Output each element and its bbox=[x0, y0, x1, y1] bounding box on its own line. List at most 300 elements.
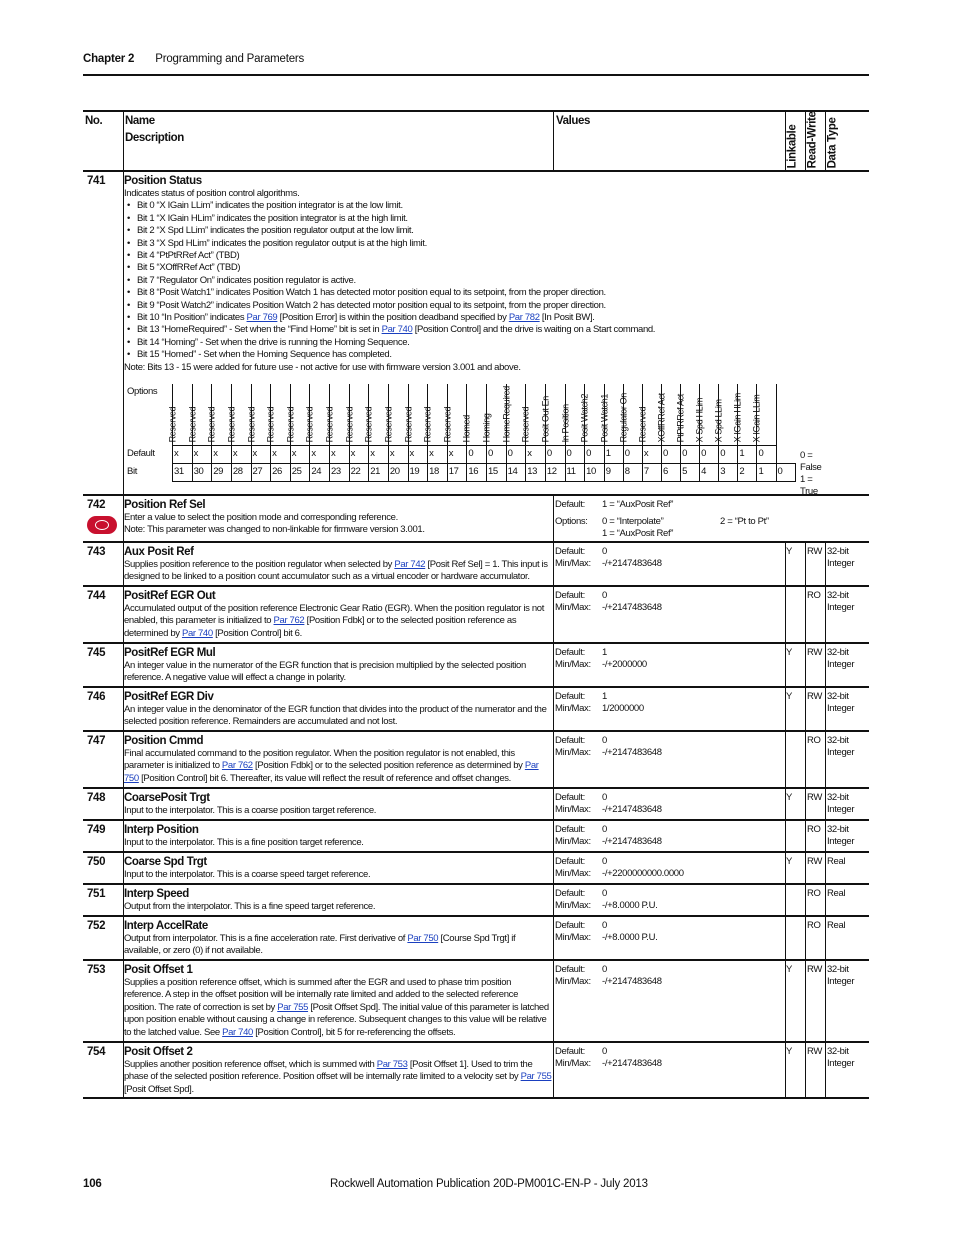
col-divider bbox=[825, 821, 826, 851]
bit-number-cell: 27 bbox=[251, 464, 271, 482]
par-link[interactable]: Par 762 bbox=[273, 615, 305, 627]
parameter-table bbox=[83, 110, 869, 1099]
par-link[interactable]: Par 742 bbox=[394, 559, 426, 570]
bit-number-cell: 21 bbox=[369, 464, 389, 482]
bit-item bbox=[137, 324, 784, 336]
param-number: 753 bbox=[87, 964, 106, 976]
options-label: Options: bbox=[555, 516, 588, 527]
col-divider bbox=[553, 587, 554, 642]
param-description bbox=[124, 920, 552, 958]
description-text: Enter a value to select the position mode and corresponding reference. bbox=[124, 512, 398, 523]
param-number: 749 bbox=[87, 824, 106, 836]
option-name: Reserved bbox=[304, 406, 315, 442]
col-divider bbox=[785, 885, 786, 915]
param-row-754 bbox=[83, 1043, 869, 1099]
col-divider bbox=[553, 688, 554, 730]
default-value: 1 = “AuxPosit Ref” bbox=[602, 499, 674, 510]
param-name: Position Status bbox=[124, 175, 202, 187]
par-link[interactable]: Par 750 bbox=[407, 933, 439, 944]
default-cell: x bbox=[447, 446, 467, 464]
default-label: Default: bbox=[555, 856, 585, 867]
col-divider bbox=[805, 917, 806, 959]
minmax-label: Min/Max: bbox=[555, 836, 591, 847]
bit-grid bbox=[167, 384, 796, 482]
option-name: Homing bbox=[481, 413, 492, 442]
option-1: 1 = “AuxPosit Ref” bbox=[602, 528, 674, 539]
minmax-label: Min/Max: bbox=[555, 868, 591, 879]
bit-label: Bit bbox=[127, 466, 138, 477]
col-divider bbox=[825, 961, 826, 1041]
option-name: XOffRRef Act bbox=[656, 392, 667, 442]
col-divider bbox=[553, 917, 554, 959]
col-read-write: Read-Write bbox=[806, 111, 819, 168]
data-type-value: 32-bit Integer bbox=[827, 792, 855, 816]
col-divider bbox=[553, 644, 554, 686]
par-link[interactable]: Par 750 bbox=[124, 760, 539, 784]
bit-number-cell: 11 bbox=[565, 464, 585, 482]
bit-options-table bbox=[124, 384, 822, 497]
description-text bbox=[124, 748, 552, 785]
default-cell: 1 bbox=[604, 446, 623, 464]
option-name-cell bbox=[752, 384, 776, 446]
param-name: Interp Position bbox=[124, 824, 199, 836]
param-description bbox=[124, 735, 552, 785]
text: [Position Control] bit 6. Thereafter, its value will reflect the result of reference and offset changes. bbox=[138, 772, 511, 784]
text: [Posit Offset Spd]. bbox=[124, 1083, 194, 1095]
default-cell: 1 bbox=[738, 446, 757, 464]
read-write-value: RO bbox=[807, 920, 821, 931]
minmax-value: -/+2147483648 bbox=[602, 1058, 662, 1069]
col-divider bbox=[825, 789, 826, 819]
default-cell: x bbox=[526, 446, 546, 464]
text: Bit 10 “In Position” indicates bbox=[137, 312, 247, 324]
minmax-value: -/+8.0000 P.U. bbox=[602, 932, 658, 943]
default-label: Default: bbox=[555, 590, 585, 601]
linkable-value: Y bbox=[786, 792, 792, 803]
text: Supplies another position reference offset, which is summed with bbox=[124, 1059, 377, 1070]
legend-false: 0 = False bbox=[800, 450, 822, 473]
param-description bbox=[124, 546, 552, 584]
param-name: Posit Offset 2 bbox=[124, 1046, 193, 1058]
param-number: 752 bbox=[87, 920, 106, 932]
option-name: X IGain HLim bbox=[732, 392, 743, 442]
note-text: Note: Bits 13 - 15 were added for future use - not active for use with firmware version 3.001 and above. bbox=[124, 361, 521, 373]
text: [Posit Offset 1]. Used to trim the phase of the selected position reference. Position offset will be internally rate limited to a velocity set by bbox=[124, 1059, 533, 1083]
default-cell: x bbox=[349, 446, 369, 464]
default-value: 0 bbox=[602, 888, 607, 899]
param-description bbox=[124, 647, 552, 685]
param-row-743 bbox=[83, 543, 869, 587]
minmax-value: -/+8.0000 P.U. bbox=[602, 900, 658, 911]
default-cell: 0 bbox=[757, 446, 776, 464]
par-link[interactable]: Par 753 bbox=[376, 1059, 408, 1070]
default-label: Default: bbox=[555, 1046, 585, 1057]
bit-number-cell: 19 bbox=[408, 464, 428, 482]
warning-badge-icon bbox=[87, 516, 117, 534]
param-name: Position Cmmd bbox=[124, 735, 204, 747]
description-text: Input to the interpolator. This is a fine position target reference. bbox=[124, 837, 364, 848]
minmax-value: -/+2147483648 bbox=[602, 558, 662, 569]
param-description bbox=[124, 1046, 552, 1096]
col-divider bbox=[553, 732, 554, 787]
default-value: 0 bbox=[602, 792, 607, 803]
read-write-value: RW bbox=[807, 691, 822, 702]
param-name: PositRef EGR Out bbox=[124, 590, 216, 602]
bit-list bbox=[124, 200, 784, 361]
par-link[interactable]: Par 755 bbox=[277, 1001, 309, 1013]
param-number: 751 bbox=[87, 888, 106, 900]
description-text: Indicates status of position control algorithms. bbox=[124, 188, 300, 199]
option-name: Reserved bbox=[383, 406, 394, 442]
option-name: In Position bbox=[560, 403, 571, 442]
default-cell: x bbox=[642, 446, 661, 464]
col-divider bbox=[805, 688, 806, 730]
param-row-751 bbox=[83, 885, 869, 917]
param-row-741 bbox=[83, 172, 869, 496]
option-name: Posit Watch1 bbox=[599, 393, 610, 442]
col-divider bbox=[553, 496, 554, 541]
read-write-value: RW bbox=[807, 546, 822, 557]
read-write-value: RO bbox=[807, 735, 821, 746]
col-divider bbox=[825, 1043, 826, 1097]
default-label: Default: bbox=[555, 964, 585, 975]
param-row-746 bbox=[83, 688, 869, 732]
default-cell: 0 bbox=[719, 446, 738, 464]
bit-number-cell: 31 bbox=[173, 464, 193, 482]
defaults-row bbox=[173, 446, 796, 464]
col-data-type: Data Type bbox=[826, 117, 839, 168]
col-divider bbox=[805, 885, 806, 915]
bit-number-cell: 13 bbox=[526, 464, 546, 482]
header-rule bbox=[83, 74, 869, 76]
col-divider bbox=[553, 853, 554, 883]
text: [Position Control] bit 6. bbox=[212, 627, 302, 639]
bit-number-cell: 28 bbox=[231, 464, 251, 482]
par-link[interactable]: Par 782 bbox=[508, 312, 540, 324]
text: [Position Control], bit 5 for re-referencing the offsets. bbox=[252, 1026, 456, 1038]
data-type-value: Real bbox=[827, 920, 846, 931]
option-name: Reserved bbox=[324, 406, 335, 442]
default-cell: 0 bbox=[545, 446, 565, 464]
param-description bbox=[124, 691, 552, 729]
description-text: Output from the interpolator. This is a fine speed target reference. bbox=[124, 901, 376, 912]
option-name: Reserved bbox=[403, 406, 414, 442]
default-cell: x bbox=[271, 446, 291, 464]
option-name: Reserved bbox=[637, 406, 648, 442]
param-row-745 bbox=[83, 644, 869, 688]
default-cell: 0 bbox=[585, 446, 605, 464]
bit-number-cell: 18 bbox=[428, 464, 448, 482]
description-text: Input to the interpolator. This is a coarse position target reference. bbox=[124, 805, 377, 816]
col-divider bbox=[805, 1043, 806, 1097]
option-name: Reserved bbox=[422, 406, 433, 442]
option-name: Regulator On bbox=[618, 392, 629, 442]
param-number: 747 bbox=[87, 735, 106, 747]
param-name: Position Ref Sel bbox=[124, 499, 206, 511]
col-divider bbox=[825, 732, 826, 787]
section-title: Programming and Parameters bbox=[155, 53, 305, 65]
description-text: Input to the interpolator. This is a coarse speed target reference. bbox=[124, 869, 371, 880]
col-divider bbox=[825, 587, 826, 642]
bit-item: • Bit 4 “PtPtRRef Act” (TBD) bbox=[137, 250, 784, 262]
param-name: PositRef EGR Div bbox=[124, 691, 214, 703]
param-description bbox=[124, 888, 552, 913]
param-name: Posit Offset 1 bbox=[124, 964, 193, 976]
text: [Posit Ref Sel] = 1. This input is designed to be linked to a position count accumulator such as a virtual encoder or hardware accumulator. bbox=[124, 559, 548, 583]
text: [Position Error] is within the position deadband specified by bbox=[277, 312, 509, 324]
col-divider bbox=[553, 885, 554, 915]
param-number: 750 bbox=[87, 856, 106, 868]
par-link[interactable]: Par 762 bbox=[221, 760, 253, 772]
data-type-value: 32-bit Integer bbox=[827, 735, 855, 759]
default-cell: 0 bbox=[700, 446, 719, 464]
default-cell: 0 bbox=[467, 446, 487, 464]
col-divider bbox=[805, 961, 806, 1041]
read-write-value: RW bbox=[807, 647, 822, 658]
default-value: 0 bbox=[602, 964, 607, 975]
param-description bbox=[124, 499, 552, 537]
option-2: 2 = “Pt to Pt” bbox=[720, 516, 769, 527]
default-label: Default: bbox=[555, 888, 585, 899]
default-cell: x bbox=[231, 446, 251, 464]
col-divider bbox=[553, 821, 554, 851]
col-divider bbox=[825, 917, 826, 959]
read-write-value: RW bbox=[807, 964, 822, 975]
text: [In Posit BW]. bbox=[539, 312, 595, 324]
minmax-label: Min/Max: bbox=[555, 900, 591, 911]
col-divider bbox=[825, 853, 826, 883]
text: [Position Fdbk] or to the selected position reference as determined by bbox=[252, 760, 525, 772]
param-number: 748 bbox=[87, 792, 106, 804]
param-name: Interp Speed bbox=[124, 888, 189, 900]
bit-item: • Bit 3 “X Spd HLim” indicates the position regulator output is at the high limit. bbox=[137, 238, 784, 250]
bit-number-cell: 23 bbox=[330, 464, 350, 482]
col-divider bbox=[553, 1043, 554, 1097]
param-row-753 bbox=[83, 961, 869, 1043]
col-divider bbox=[805, 644, 806, 686]
text: Bit 13 “HomeRequired” - Set when the “Find Home” bit is set in bbox=[137, 324, 382, 336]
par-link[interactable]: Par 740 bbox=[181, 627, 213, 639]
linkable-value: Y bbox=[786, 546, 792, 557]
legend bbox=[800, 450, 821, 498]
linkable-value: Y bbox=[786, 647, 792, 658]
default-cell: 0 bbox=[661, 446, 680, 464]
param-number: 745 bbox=[87, 647, 106, 659]
bit-number-cell: 16 bbox=[467, 464, 487, 482]
col-divider bbox=[123, 112, 124, 170]
read-write-value: RW bbox=[807, 792, 822, 803]
par-link[interactable]: Par 769 bbox=[246, 312, 278, 324]
default-cell: x bbox=[310, 446, 330, 464]
bit-numbers-row bbox=[173, 464, 796, 482]
bit-number-cell: 10 bbox=[585, 464, 605, 482]
option-name: Reserved bbox=[187, 406, 198, 442]
table-header bbox=[83, 110, 869, 172]
minmax-value: -/+2147483648 bbox=[602, 976, 662, 987]
bit-item: • Bit 8 “Posit Watch1” indicates Position Watch 1 has detected motor position equal to its setpoint, from the proper direction. bbox=[137, 287, 784, 299]
col-divider bbox=[785, 821, 786, 851]
bit-item: • Bit 0 “X IGain LLim” indicates the position integrator is at the low limit. bbox=[137, 200, 784, 212]
param-row-744 bbox=[83, 587, 869, 644]
data-type-value: 32-bit Integer bbox=[827, 691, 855, 715]
default-cell: x bbox=[388, 446, 408, 464]
param-name: Aux Posit Ref bbox=[124, 546, 194, 558]
option-names-row bbox=[173, 384, 796, 446]
minmax-value: -/+2147483648 bbox=[602, 804, 662, 815]
default-label: Default bbox=[127, 448, 155, 459]
param-row-742 bbox=[83, 496, 869, 543]
bit-item: • Bit 5 “XOffRRef Act” (TBD) bbox=[137, 262, 784, 274]
par-link[interactable]: Par 740 bbox=[381, 324, 413, 336]
default-cell: x bbox=[408, 446, 428, 464]
default-value: 0 bbox=[602, 1046, 607, 1057]
read-write-value: RO bbox=[807, 590, 821, 601]
description-text bbox=[124, 933, 552, 958]
minmax-label: Min/Max: bbox=[555, 747, 591, 758]
linkable-value: Y bbox=[786, 964, 792, 975]
bit-number-cell: 5 bbox=[681, 464, 700, 482]
description-text bbox=[124, 559, 552, 584]
option-name: PtPtRRef Act bbox=[675, 393, 686, 442]
col-divider bbox=[805, 543, 806, 585]
option-name: Reserved bbox=[363, 406, 374, 442]
col-divider bbox=[785, 732, 786, 787]
col-divider bbox=[785, 917, 786, 959]
default-value: 0 bbox=[602, 590, 607, 601]
text: Output from interpolator. This is a fine acceleration rate. First derivative of bbox=[124, 933, 408, 944]
default-cell: x bbox=[251, 446, 271, 464]
option-name: Reserved bbox=[442, 406, 453, 442]
linkable-value: Y bbox=[786, 691, 792, 702]
default-label: Default: bbox=[555, 647, 585, 658]
data-type-value: 32-bit Integer bbox=[827, 964, 855, 988]
col-divider bbox=[805, 789, 806, 819]
default-cell: 0 bbox=[487, 446, 507, 464]
data-type-value: Real bbox=[827, 888, 846, 899]
default-label: Default: bbox=[555, 792, 585, 803]
data-type-value: 32-bit Integer bbox=[827, 824, 855, 848]
option-name: Homed bbox=[461, 414, 472, 442]
col-divider bbox=[553, 543, 554, 585]
col-no: No. bbox=[85, 115, 103, 127]
param-description bbox=[124, 964, 552, 1039]
bit-number-cell: 8 bbox=[623, 464, 642, 482]
minmax-label: Min/Max: bbox=[555, 932, 591, 943]
bit-number-cell: 15 bbox=[487, 464, 507, 482]
param-number: 746 bbox=[87, 691, 106, 703]
param-name: PositRef EGR Mul bbox=[124, 647, 216, 659]
col-divider bbox=[805, 587, 806, 642]
bit-number-cell: 25 bbox=[290, 464, 310, 482]
param-number: 744 bbox=[87, 590, 106, 602]
data-type-value: 32-bit Integer bbox=[827, 1046, 855, 1070]
bit-number-cell: 6 bbox=[661, 464, 680, 482]
read-write-value: RO bbox=[807, 888, 821, 899]
col-values: Values bbox=[556, 115, 591, 127]
minmax-value: -/+2147483648 bbox=[602, 747, 662, 758]
default-label: Default: bbox=[555, 546, 585, 557]
param-number: 754 bbox=[87, 1046, 106, 1058]
default-value: 0 bbox=[602, 824, 607, 835]
description-text bbox=[124, 603, 552, 640]
default-cell: x bbox=[330, 446, 350, 464]
data-type-value: 32-bit Integer bbox=[827, 647, 855, 671]
param-row-748 bbox=[83, 789, 869, 821]
param-description bbox=[124, 824, 552, 849]
data-type-value: Real bbox=[827, 856, 846, 867]
data-type-value: 32-bit Integer bbox=[827, 546, 855, 570]
bit-item: • Bit 14 “Homing” - Set when the drive is running the Homing Sequence. bbox=[137, 337, 784, 349]
default-cell: 0 bbox=[681, 446, 700, 464]
option-name: Reserved bbox=[246, 406, 257, 442]
default-cell: 0 bbox=[623, 446, 642, 464]
default-cell: x bbox=[192, 446, 212, 464]
default-cell: x bbox=[290, 446, 310, 464]
default-cell: x bbox=[212, 446, 232, 464]
param-description bbox=[124, 175, 784, 374]
param-name: Interp AccelRate bbox=[124, 920, 208, 932]
text: Supplies position reference to the position regulator when selected by bbox=[124, 559, 395, 570]
option-name: Reserved bbox=[520, 406, 531, 442]
publication-info: Rockwell Automation Publication 20D-PM001C-EN-P - July 2013 bbox=[330, 1178, 648, 1190]
read-write-value: RW bbox=[807, 1046, 822, 1057]
default-label: Default: bbox=[555, 499, 585, 510]
text: [Posit Offset Spd]. The initial value of this parameter is latched upon position enable without causing a change in reference. Subsequent changes to this value will be relative to the latched value. See bbox=[124, 1001, 549, 1038]
chapter-label: Chapter 2 bbox=[83, 53, 135, 65]
text: [Course Spd Trgt] if available, or zero (0) if not available. bbox=[124, 933, 516, 957]
linkable-value: Y bbox=[786, 1046, 792, 1057]
col-description: Description bbox=[125, 132, 184, 144]
col-divider bbox=[805, 821, 806, 851]
default-label: Default: bbox=[555, 691, 585, 702]
page-number: 106 bbox=[83, 1178, 102, 1190]
par-link[interactable]: Par 755 bbox=[520, 1071, 552, 1083]
bit-item: • Bit 7 “Regulator On” indicates position regulator is active. bbox=[137, 275, 784, 287]
read-write-value: RO bbox=[807, 824, 821, 835]
minmax-label: Min/Max: bbox=[555, 976, 591, 987]
read-write-value: RW bbox=[807, 856, 822, 867]
bit-number-cell: 0 bbox=[776, 464, 795, 482]
bit-number-cell: 3 bbox=[719, 464, 738, 482]
bit-number-cell: 20 bbox=[388, 464, 408, 482]
page-header bbox=[83, 53, 304, 65]
col-divider bbox=[553, 961, 554, 1041]
param-number: 742 bbox=[87, 499, 106, 511]
minmax-value: -/+2200000000.0000 bbox=[602, 868, 684, 879]
bit-number-cell: 1 bbox=[757, 464, 776, 482]
default-label: Default: bbox=[555, 735, 585, 746]
text: Supplies a position reference offset, which is summed after the EGR and used to phase trim position reference. A step in the offset position will be internally rate limited and added to the selected reference position. The rate of correction is set by bbox=[124, 977, 519, 1013]
bit-number-cell: 24 bbox=[310, 464, 330, 482]
text: Final accumulated command to the position regulator. When the position regulator is not enabled, this parameter is initialized to bbox=[124, 748, 515, 772]
option-name: Reserved bbox=[226, 406, 237, 442]
param-name: CoarsePosit Trgt bbox=[124, 792, 210, 804]
bit-number-cell: 14 bbox=[506, 464, 526, 482]
minmax-value: -/+2147483648 bbox=[602, 836, 662, 847]
col-divider bbox=[825, 543, 826, 585]
minmax-value: 1/2000000 bbox=[602, 703, 644, 714]
option-name: HomeRequired bbox=[501, 385, 512, 442]
col-divider bbox=[553, 112, 554, 170]
bit-number-cell: 9 bbox=[604, 464, 623, 482]
option-name: X Spd HLim bbox=[694, 397, 705, 442]
par-link[interactable]: Par 740 bbox=[222, 1026, 253, 1038]
param-number: 743 bbox=[87, 546, 106, 558]
text: [Position Fdbk] or to the selected position reference as determined by bbox=[124, 615, 517, 639]
default-value: 0 bbox=[602, 546, 607, 557]
minmax-label: Min/Max: bbox=[555, 804, 591, 815]
bit-item: • Bit 2 “X Spd LLim” indicates the position regulator output at the low limit. bbox=[137, 225, 784, 237]
